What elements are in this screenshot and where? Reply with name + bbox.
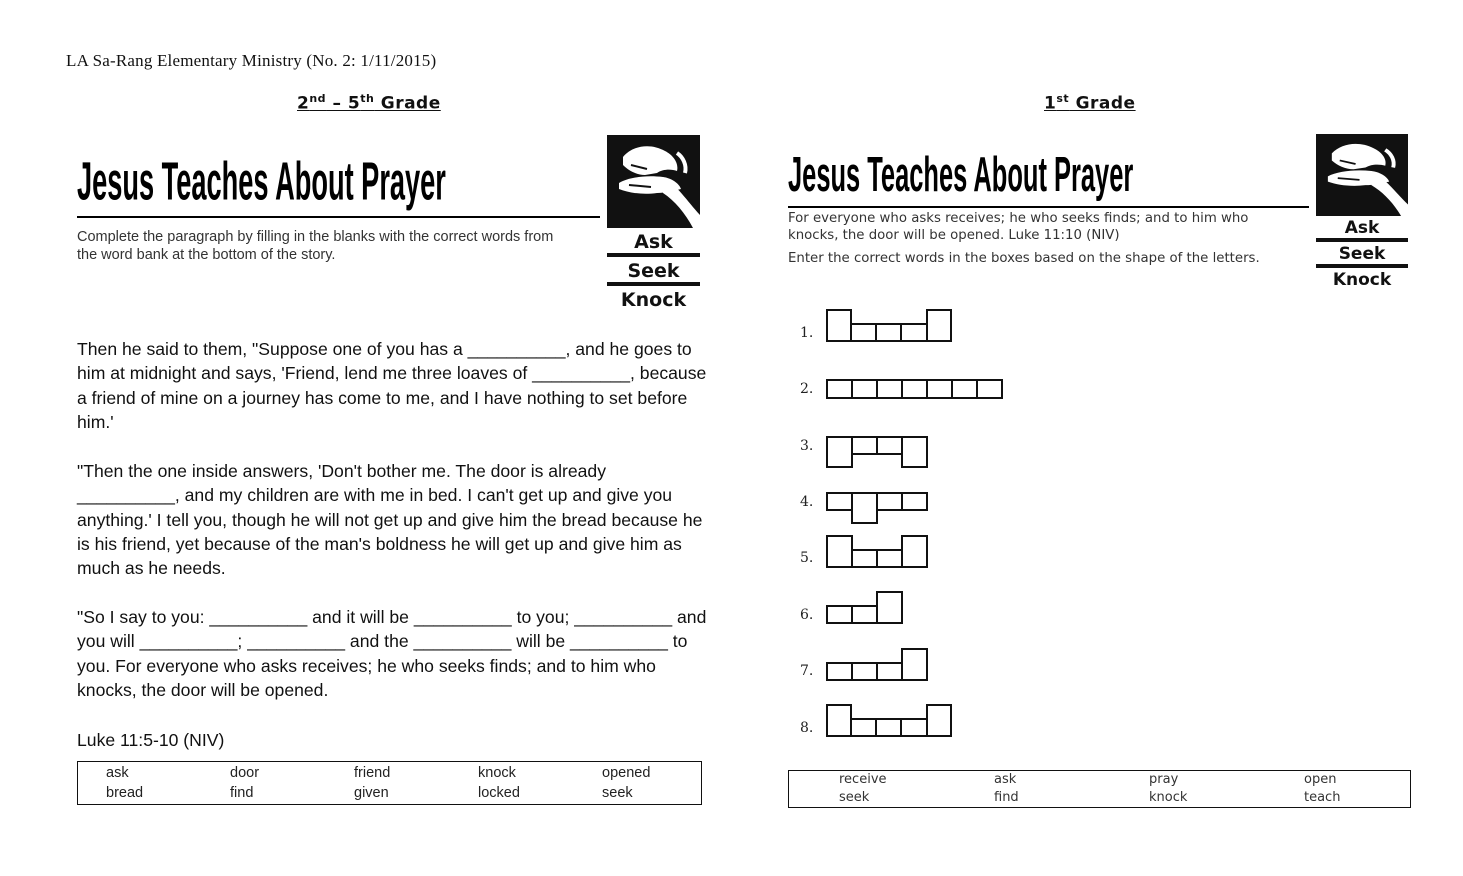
letter-box[interactable] — [926, 379, 953, 399]
grade-heading-2-5 — [297, 92, 441, 114]
memory-verse: For everyone who asks receives; he who seeks finds; and to him who knocks, the door will be opened. Luke 11:10 (NIV) — [788, 211, 1249, 243]
scripture-reference: Luke 11:5-10 (NIV) — [77, 730, 225, 750]
grade-heading-1 — [1044, 92, 1136, 114]
letter-box[interactable] — [876, 379, 903, 399]
letter-box[interactable] — [876, 436, 903, 455]
letter-box[interactable] — [826, 309, 852, 342]
letter-box[interactable] — [851, 605, 878, 624]
word-bank-item: bread — [106, 785, 144, 801]
badge-divider — [1316, 264, 1408, 268]
letter-box[interactable] — [926, 704, 952, 737]
grade-ordinal-th: th — [360, 92, 375, 105]
letter-box[interactable] — [976, 379, 1003, 399]
grade-range-dash-5: – 5 — [326, 93, 361, 114]
question-number: 7. — [800, 663, 814, 679]
letter-box[interactable] — [900, 718, 928, 737]
letter-box[interactable] — [901, 379, 928, 399]
grade-word: Grade — [1069, 93, 1136, 114]
letter-box[interactable] — [900, 323, 928, 342]
question-number: 4. — [800, 494, 814, 510]
question-number: 6. — [800, 607, 814, 623]
title-divider — [788, 206, 1309, 208]
instructions: Complete the paragraph by filling in the blanks with the correct words from the word bank at the bottom of the story. — [77, 229, 554, 263]
letter-box[interactable] — [826, 436, 853, 468]
letter-box[interactable] — [826, 492, 853, 511]
word-bank-item: pray — [1149, 772, 1179, 787]
word-bank-item: friend — [354, 765, 391, 781]
badge-knock-label: Knock — [620, 289, 687, 311]
word-bank-item: seek — [602, 785, 633, 801]
praying-hands-icon — [1316, 134, 1408, 216]
letter-box[interactable] — [876, 591, 903, 624]
letter-box[interactable] — [850, 718, 877, 737]
letter-box[interactable] — [951, 379, 978, 399]
question-number: 8. — [800, 720, 814, 736]
word-bank-item: door — [230, 765, 260, 781]
worksheet-header: LA Sa-Rang Elementary Ministry (No. 2: 1/11/2015) — [66, 51, 437, 70]
letter-box[interactable] — [826, 662, 853, 681]
story-text: "So I say to you: __________ and it will be __________ to you; __________ and you will __________; __________ and the __________ will be __________ to you. For everyone who asks receives; he who seeks finds; and to him who knocks, the door will be opened. — [77, 607, 707, 700]
letter-box[interactable] — [875, 323, 902, 342]
word-bank-first-grade — [788, 770, 1411, 808]
letter-box[interactable] — [826, 605, 853, 624]
page-title: Jesus Teaches About Prayer — [77, 152, 446, 212]
letter-box[interactable] — [851, 436, 878, 455]
word-bank — [77, 761, 702, 805]
question-number: 2. — [800, 381, 814, 397]
word-bank-item: receive — [839, 772, 887, 787]
letter-box[interactable] — [926, 309, 952, 342]
word-bank-item: ask — [106, 765, 129, 781]
word-bank-item: locked — [478, 785, 520, 801]
word-bank-item: given — [354, 785, 389, 801]
letter-box[interactable] — [901, 535, 928, 568]
letter-box[interactable] — [901, 648, 928, 681]
word-bank-item: ask — [994, 772, 1017, 787]
letter-box[interactable] — [851, 492, 878, 524]
question-number: 5. — [800, 550, 814, 566]
badge-divider — [1316, 238, 1408, 242]
badge-seek-label: Seek — [627, 260, 680, 282]
badge-seek-label: Seek — [1338, 244, 1386, 264]
question-number: 1. — [800, 325, 814, 341]
letter-box[interactable] — [901, 492, 928, 511]
page-title-first-grade: Jesus Teaches About Prayer — [788, 148, 1134, 203]
letter-box[interactable] — [876, 549, 903, 568]
question-number: 3. — [800, 438, 814, 454]
badge-divider — [607, 253, 700, 257]
word-bank-item: knock — [1149, 789, 1188, 805]
word-bank-item: open — [1304, 772, 1337, 787]
letter-box[interactable] — [851, 379, 878, 399]
ask-seek-knock-badge — [607, 135, 700, 315]
badge-ask-label: Ask — [1344, 218, 1380, 238]
letter-box[interactable] — [876, 662, 903, 681]
story-paragraph-2 — [77, 459, 707, 580]
letter-box[interactable] — [851, 662, 878, 681]
praying-hands-icon — [607, 135, 700, 228]
badge-ask-label: Ask — [634, 231, 673, 253]
letter-box[interactable] — [875, 718, 902, 737]
grade-ordinal-nd: nd — [309, 92, 327, 105]
story-paragraph-1 — [77, 337, 707, 434]
word-bank-item: knock — [478, 765, 516, 781]
story-text: Then he said to them, "Suppose one of you has a __________, and he goes to him at midnight and says, 'Friend, lend me three loaves of __________, because a friend of mine on a journey has come to me, and I have nothing to set before him.' — [77, 339, 707, 432]
grade-ordinal-st: st — [1056, 92, 1070, 105]
word-bank-item: opened — [602, 765, 651, 781]
instructions-first-grade: Enter the correct words in the boxes based on the shape of the letters. — [788, 251, 1260, 266]
story-text: "Then the one inside answers, 'Don't bother me. The door is already __________, and my children are with me in bed. I can't get up and give you anything.' I tell you, though he will not get up and give him the bread because he is his friend, yet because of the man's boldness he will get up and give him as much as he needs. — [77, 461, 703, 579]
letter-box[interactable] — [826, 535, 853, 568]
word-bank-item: find — [994, 789, 1019, 805]
letter-box[interactable] — [901, 436, 928, 468]
grade-number-1: 1 — [1044, 93, 1057, 114]
grade-number-2: 2 — [297, 93, 310, 114]
title-divider — [77, 216, 600, 218]
letter-box[interactable] — [826, 379, 853, 399]
word-bank-item: seek — [839, 789, 870, 805]
letter-box[interactable] — [876, 492, 903, 511]
word-bank-item: find — [230, 785, 254, 801]
story-paragraph-3 — [77, 605, 707, 702]
letter-box[interactable] — [850, 323, 877, 342]
badge-knock-label: Knock — [1332, 270, 1392, 290]
letter-box[interactable] — [826, 704, 852, 737]
grade-word: Grade — [374, 93, 441, 114]
word-bank-item: teach — [1304, 789, 1341, 805]
badge-divider — [607, 282, 700, 286]
letter-box[interactable] — [851, 549, 878, 568]
ask-seek-knock-badge — [1316, 134, 1408, 294]
